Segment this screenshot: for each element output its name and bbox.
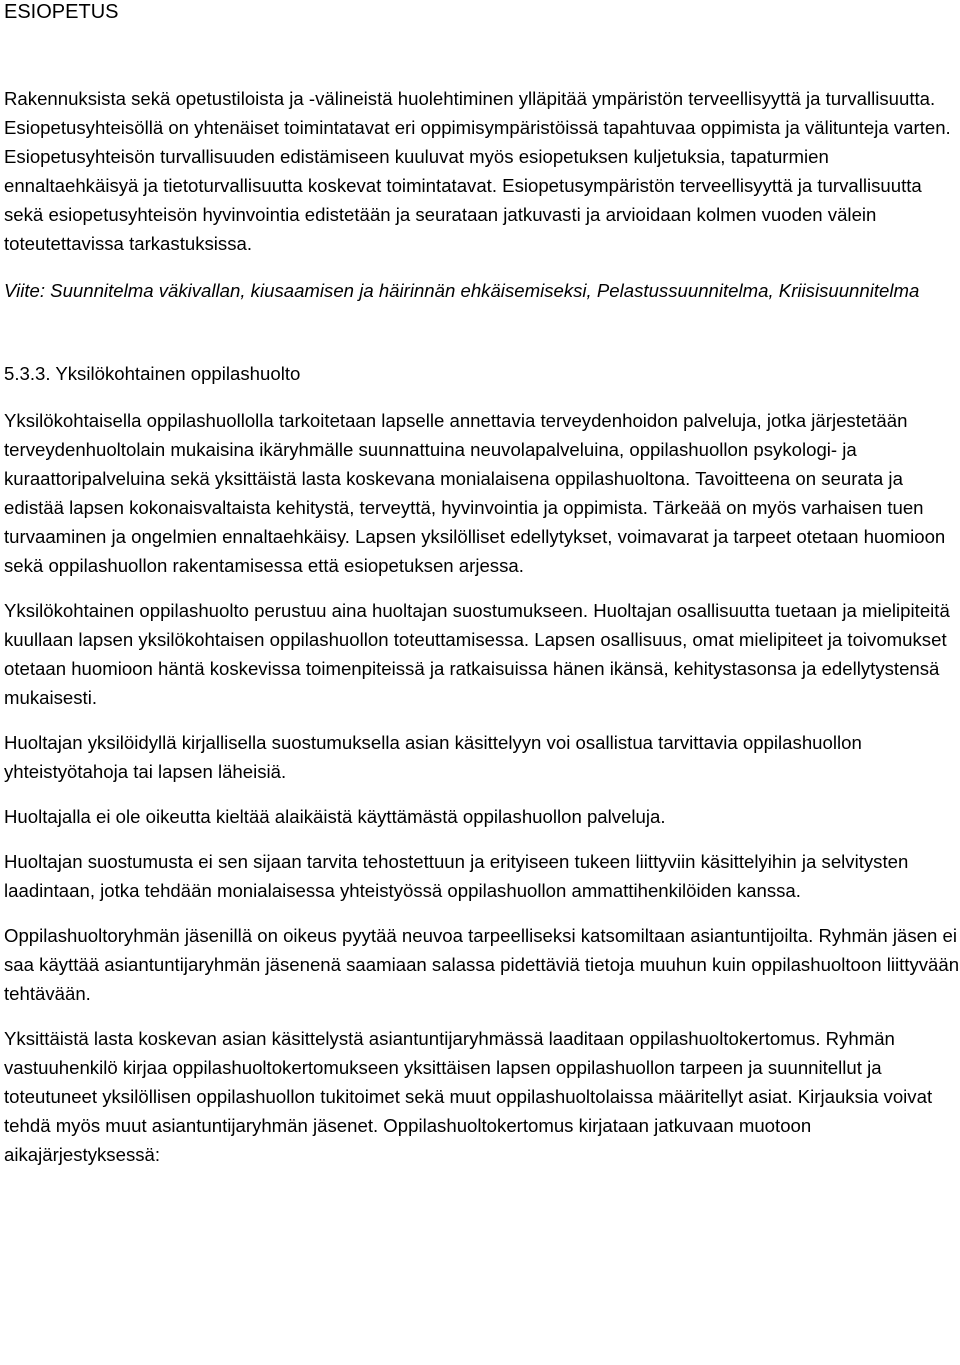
paragraph-guardian-rights: Huoltajalla ei ole oikeutta kieltää alaikäistä käyttämästä oppilashuollon palveluja. xyxy=(4,806,666,827)
paragraph-written-consent: Huoltajan yksilöidyllä kirjallisella suostumuksella asian käsittelyyn voi osallistua tarvittavia oppilashuollon yhteistyötahoja tai lapsen läheisiä. xyxy=(4,732,862,782)
paragraph-consent-exceptions: Huoltajan suostumusta ei sen sijaan tarvita tehostettuun ja erityiseen tukeen liittyviin käsittelyihin ja selvitysten laadintaan, jotka tehdään monialaisessa yhteistyössä oppilashuollon ammattihenkilöiden kanssa. xyxy=(4,851,909,901)
paragraph-definition: Yksilökohtaisella oppilashuollolla tarkoitetaan lapselle annettavia terveydenhoidon palveluja, jotka järjestetään terveydenhuoltolain mukaisina ikäryhmälle suunnattuina neuvolapalveluina, oppilashuollon psykologi- ja kuraattoripalveluina sekä yksittäistä lasta koskevana monialaisena oppilashuoltona. Tavoitteena on seurata ja edistää lapsen kokonaisvaltaista kehitystä, terveyttä, hyvinvointia ja oppimista. Tärkeää on myös varhaisen tuen turvaaminen ja ongelmien ennaltaehkäisy. Lapsen yksilölliset edellytykset, voimavarat ja tarpeet otetaan huomioon sekä oppilashuollon rakentamisessa että esiopetuksen arjessa. xyxy=(4,410,946,576)
paragraph-environment-safety: Rakennuksista sekä opetustiloista ja -välineistä huolehtiminen ylläpitää ympäristön terveellisyyttä ja turvallisuutta. Esiopetusyhteisöllä on yhtenäiset toimintatavat eri oppimisympäristöissä tapahtuvaa oppimista ja välitunteja varten. Esiopetusyhteisön turvallisuuden edistämiseen kuuluvat myös esiopetuksen kuljetuksia, tapaturmien ennaltaehkäisyä ja tietoturvallisuutta koskevat toimintatavat. Esiopetusympäristön terveellisyyttä ja turvallisuutta sekä esiopetusyhteisön hyvinvointia edistetään ja seurataan jatkuvasti ja arvioidaan kolmen vuoden välein toteutettavissa tarkastuksissa. xyxy=(4,88,951,254)
paragraph-records: Yksittäistä lasta koskevan asian käsittelystä asiantuntijaryhmässä laaditaan oppilashuoltokertomus. Ryhmän vastuuhenkilö kirjaa oppilashuoltokertomukseen yksittäisen lapsen oppilashuollon tarpeen ja suunnitellut ja toteutuneet yksilöllisen oppilashuollon tukitoimet sekä muut oppilashuoltolaissa määritellyt asiat. Kirjauksia voivat tehdä myös muut asiantuntijaryhmän jäsenet. Oppilashuoltokertomus kirjataan jatkuvaan muotoon aikajärjestyksessä: xyxy=(4,1028,933,1165)
paragraph-team-members: Oppilashuoltoryhmän jäsenillä on oikeus pyytää neuvoa tarpeelliseksi katsomiltaan asiantuntijoilta. Ryhmän jäsen ei saa käyttää asiantuntijaryhmän jäsenenä saamiaan salassa pidettäviä tietoja muuhun kuin oppilashuoltoon liittyvään tehtävään. xyxy=(4,925,960,1004)
paragraph-guardian-consent: Yksilökohtainen oppilashuolto perustuu aina huoltajan suostumukseen. Huoltajan osallisuutta tuetaan ja mielipiteitä kuullaan lapsen yksilökohtaisen oppilashuollon toteuttamisessa. Lapsen osallisuus, omat mielipiteet ja toivomukset otetaan huomioon häntä koskevissa toimenpiteissä ja ratkaisuissa hänen ikänsä, kehitystasonsa ja edellytystensä mukaisesti. xyxy=(4,600,950,708)
page-header-title: ESIOPETUS xyxy=(4,1,119,23)
document-page xyxy=(4,0,960,1169)
reference-note: Viite: Suunnitelma väkivallan, kiusaamisen ja häirinnän ehkäisemiseksi, Pelastussuunnitelma, Kriisisuunnitelma xyxy=(4,280,920,301)
section-heading: 5.3.3. Yksilökohtainen oppilashuolto xyxy=(4,363,301,384)
